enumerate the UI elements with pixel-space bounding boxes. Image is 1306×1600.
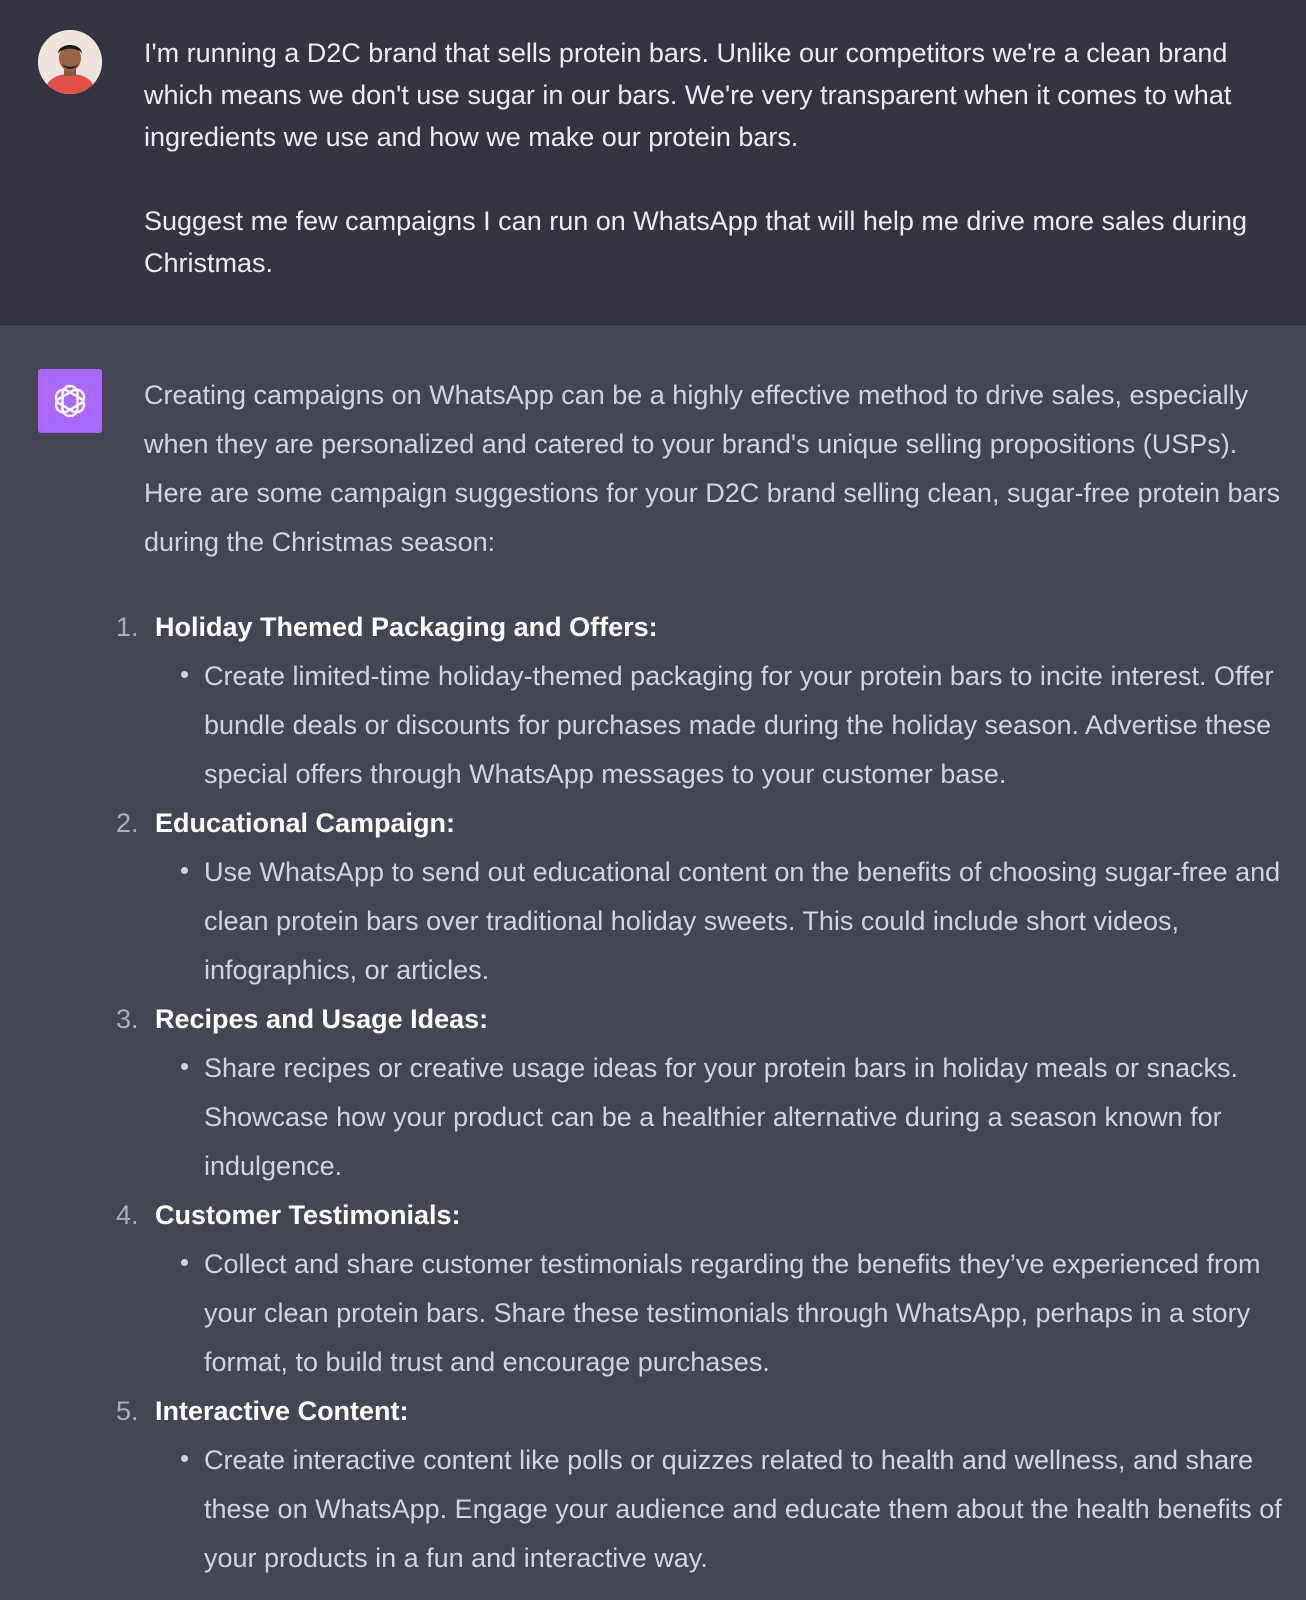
user-avatar — [38, 30, 102, 94]
assistant-message-text — [116, 371, 1294, 1583]
campaign-number: 3. — [116, 1004, 139, 1034]
campaign-bullet — [204, 1044, 1294, 1191]
campaign-item — [116, 1387, 1294, 1583]
campaign-bullet-text: Share recipes or creative usage ideas for your protein bars in holiday meals or snacks. Showcase how your product can be a healthier alternative during a season known for indulgence. — [204, 1053, 1239, 1181]
campaign-bullet — [204, 1436, 1294, 1583]
campaign-bullet-text: Use WhatsApp to send out educational content on the benefits of choosing sugar-free and clean protein bars over traditional holiday sweets. This could include short videos, infographics, or articles. — [204, 857, 1281, 985]
campaign-title: Holiday Themed Packaging and Offers: — [155, 612, 658, 642]
campaign-bullet-text: Create limited-time holiday-themed packaging for your protein bars to incite interest. Offer bundle deals or discounts for purchases made during the holiday season. Advertise these special offers through WhatsApp messages to your customer base. — [204, 661, 1274, 789]
campaign-bullet — [204, 848, 1294, 995]
campaign-bullet — [204, 652, 1294, 799]
user-paragraph: I'm running a D2C brand that sells protein bars. Unlike our competitors we're a clean brand which means we don't use sugar in our bars. We're very transparent when it comes to what ingredients we use and how we make our protein bars. — [144, 38, 1232, 152]
campaign-item — [116, 1191, 1294, 1387]
assistant-message-row — [0, 325, 1306, 1600]
campaign-item — [116, 995, 1294, 1191]
user-paragraph: Suggest me few campaigns I can run on WhatsApp that will help me drive more sales during Christmas. — [144, 206, 1248, 278]
campaign-title: Educational Campaign: — [155, 808, 456, 838]
campaign-list — [116, 603, 1294, 1583]
campaign-number: 2. — [116, 808, 139, 838]
assistant-intro: Creating campaigns on WhatsApp can be a highly effective method to drive sales, especially when they are personalized and catered to your brand's unique selling propositions (USPs). Here are some campaign suggestions for your D2C brand selling clean, sugar-free protein bars during the Christmas season: — [144, 380, 1281, 557]
user-message-row — [0, 0, 1306, 325]
bullet-icon — [181, 1259, 188, 1266]
campaign-number: 5. — [116, 1396, 139, 1426]
campaign-title: Customer Testimonials: — [155, 1200, 461, 1230]
campaign-number: 4. — [116, 1200, 139, 1230]
bullet-icon — [181, 1455, 188, 1462]
bullet-icon — [181, 1063, 188, 1070]
assistant-avatar — [38, 369, 102, 433]
campaign-bullet-text: Create interactive content like polls or quizzes related to health and wellness, and share these on WhatsApp. Engage your audience and educate them about the health benefits of your products in a fun and interactive way. — [204, 1445, 1282, 1573]
openai-logo-icon — [50, 381, 90, 421]
user-message-text — [144, 32, 1294, 284]
campaign-bullet-text: Collect and share customer testimonials regarding the benefits they’ve experienced from your clean protein bars. Share these testimonials through WhatsApp, perhaps in a story format, to build trust and encourage purchases. — [204, 1249, 1261, 1377]
campaign-title: Recipes and Usage Ideas: — [155, 1004, 489, 1034]
bullet-icon — [181, 867, 188, 874]
bullet-icon — [181, 671, 188, 678]
campaign-bullet — [204, 1240, 1294, 1387]
campaign-item — [116, 799, 1294, 995]
campaign-number: 1. — [116, 612, 139, 642]
campaign-title: Interactive Content: — [155, 1396, 409, 1426]
campaign-item — [116, 603, 1294, 799]
user-avatar-photo — [38, 30, 102, 94]
